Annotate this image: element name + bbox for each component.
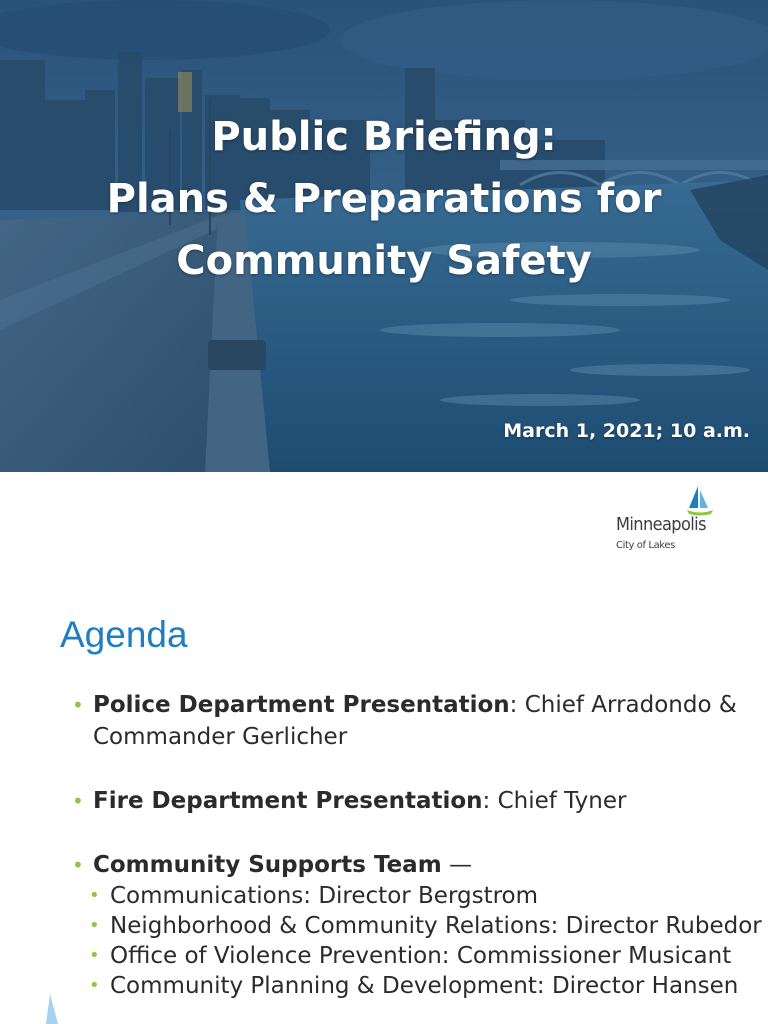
agenda-item-police — [72, 689, 762, 753]
logo-city-name: Minneapolis — [616, 514, 706, 535]
agenda-item-heading: Police Department Presentation — [93, 692, 510, 718]
sub-item-text: Office of Violence Prevention: Commissioner Musicant — [110, 943, 732, 969]
sub-item-ovp — [89, 941, 762, 971]
bullet-icon: • — [72, 693, 84, 717]
agenda-title: Agenda — [60, 614, 188, 655]
agenda-item-heading: Fire Department Presentation — [93, 788, 483, 814]
community-supports-sublist — [72, 881, 762, 1001]
bullet-icon: • — [72, 853, 84, 877]
agenda-item-detail: : Chief Arradondo & Commander Gerlicher — [93, 692, 737, 750]
agenda-item-community-supports — [72, 849, 762, 881]
agenda-item-heading: Community Supports Team — [93, 852, 442, 878]
bullet-icon: • — [89, 885, 100, 906]
sub-item-cped — [89, 971, 762, 1001]
sub-item-communications — [89, 881, 762, 911]
agenda-item-detail: : Chief Tyner — [482, 788, 627, 814]
title-slide — [0, 0, 768, 472]
sub-item-text: Communications: Director Bergstrom — [110, 883, 539, 909]
bullet-icon: • — [72, 789, 84, 813]
sailboat-icon — [686, 484, 714, 518]
bullet-icon: • — [89, 945, 100, 966]
title-line-1: Public Briefing: — [211, 114, 557, 160]
agenda-item-detail: — — [441, 852, 472, 878]
bullet-icon: • — [89, 915, 100, 936]
slide-title — [0, 106, 768, 292]
sub-item-ncr — [89, 911, 762, 941]
sub-item-text: Community Planning & Development: Director Hansen — [110, 973, 739, 999]
minneapolis-logo — [612, 484, 722, 556]
bullet-icon: • — [89, 975, 100, 996]
title-line-2: Plans & Preparations for — [106, 176, 662, 222]
decorative-ribbon-icon — [46, 994, 66, 1024]
sub-item-text: Neighborhood & Community Relations: Director Rubedor — [110, 913, 762, 939]
agenda-item-fire — [72, 785, 762, 817]
title-line-3: Community Safety — [176, 238, 592, 284]
logo-tagline: City of Lakes — [616, 540, 675, 551]
briefing-date: March 1, 2021; 10 a.m. — [503, 420, 750, 442]
agenda-list — [72, 689, 762, 1001]
